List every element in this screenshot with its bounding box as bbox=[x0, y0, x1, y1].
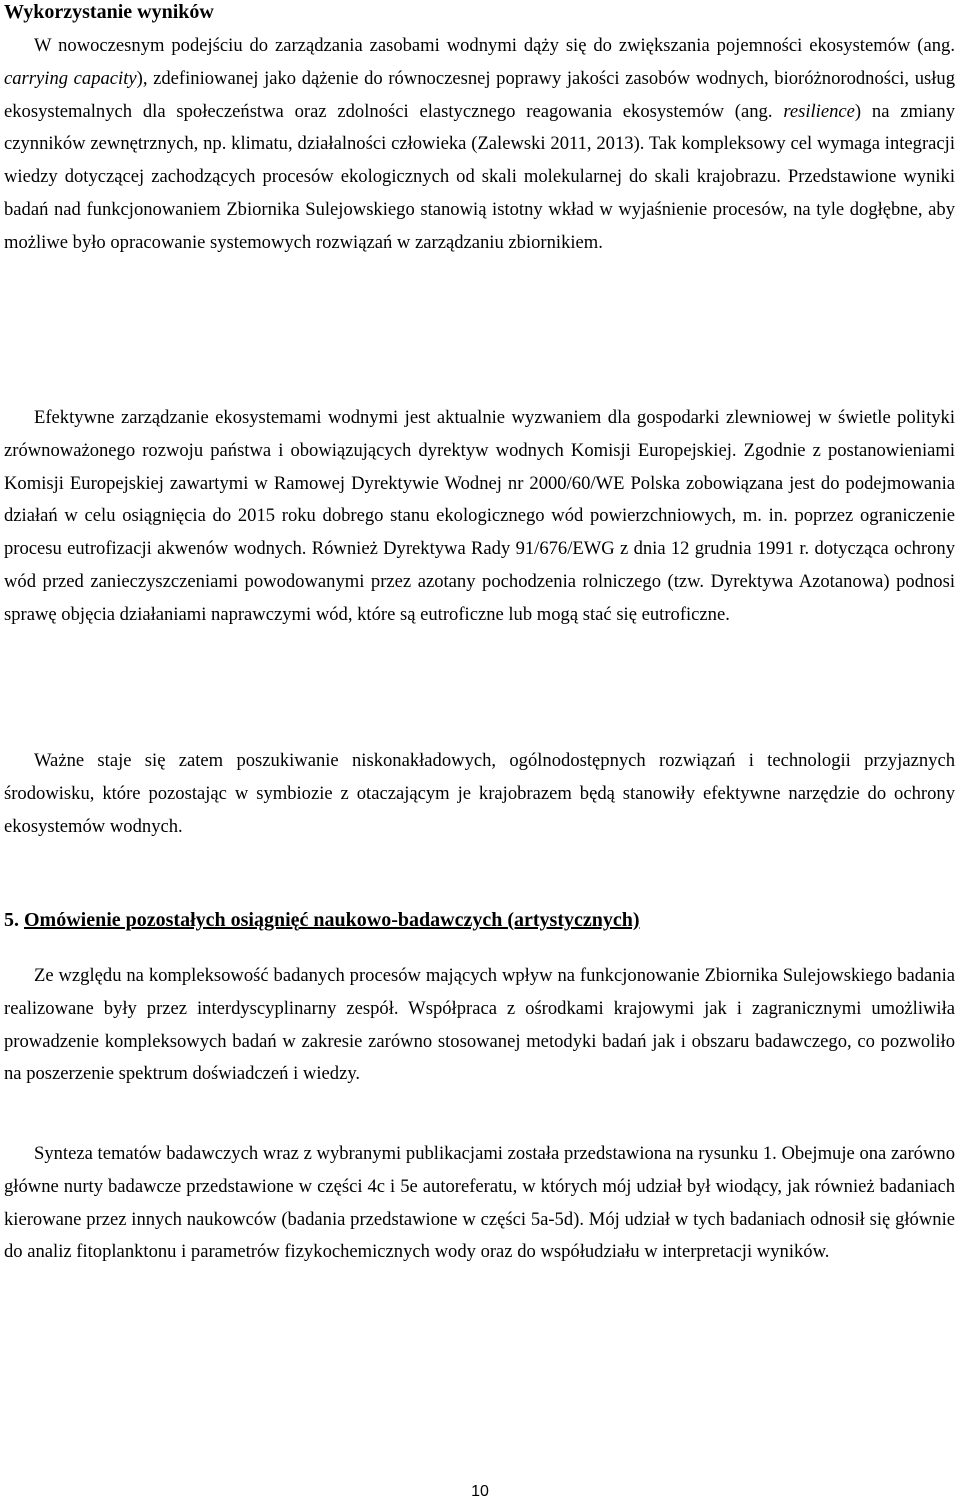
text-segment: ) na zmiany czynników zewnętrznych, np. klimatu, działalności człowieka (Zalewski 2011, 2013). Tak kompleksowy cel wymaga integracji wiedzy dotyczącej zachodzących procesów ekologicznych od skali molekularnej do skali krajobrazu. Przedstawione wyniki badań nad funkcjonowaniem Zbiornika Sulejowskiego stanowią istotny wkład w wyjaśnienie procesów, na tyle dogłębne, aby możliwe było opracowanie systemowych rozwiązań w zarządzaniu zbiornikiem. bbox=[4, 100, 955, 253]
paragraph-text: Ze względu na kompleksowość badanych procesów mających wpływ na funkcjonowanie Zbiornika Sulejowskiego badania realizowane były przez interdyscyplinarny zespół. Współpraca z ośrodkami krajowymi jak i zagranicznymi umożliwiła prowadzenie kompleksowych badań w zakresie zarówno stosowanej metodyki badań jak i obszaru badawczego, co pozwoliło na poszerzenie spektrum doświadczeń i wiedzy. bbox=[4, 965, 955, 1085]
paragraph-1 bbox=[4, 30, 955, 260]
paragraph-5 bbox=[4, 1138, 955, 1269]
text-segment: W nowoczesnym podejściu do zarządzania zasobami wodnymi dąży się do zwiększania pojemności ekosystemów (ang. bbox=[34, 35, 955, 56]
paragraph-text: Efektywne zarządzanie ekosystemami wodnymi jest aktualnie wyzwaniem dla gospodarki zlewniowej w świetle polityki zrównoważonego rozwoju państwa i obowiązujących dyrektyw wodnych Komisji Europejskiej. Zgodnie z postanowieniami Komisji Europejskiej zawartymi w Ramowej Dyrektywie Wodnej nr 2000/60/WE Polska zobowiązana jest do podejmowania działań w celu osiągnięcia do 2015 roku dobrego stanu ekologicznego wód powierzchniowych, m. in. poprzez ograniczenie procesu eutrofizacji akwenów wodnych. Również Dyrektywa Rady 91/676/EWG z dnia 12 grudnia 1991 r. dotycząca ochrony wód przed zanieczyszczeniami powodowanymi przez azotany pochodzenia rolniczego (tzw. Dyrektywa Azotanowa) podnosi sprawę objęcia działaniami naprawczymi wód, które są eutroficzne lub mogą stać się eutroficzne. bbox=[4, 407, 955, 625]
paragraph-text bbox=[4, 30, 955, 260]
italic-term: resilience bbox=[783, 100, 855, 122]
paragraph-2 bbox=[4, 402, 955, 632]
paragraph-text: Synteza tematów badawczych wraz z wybranymi publikacjami została przedstawiona na rysunku 1. Obejmuje ona zarówno główne nurty badawcze przedstawione w części 4c i 5e autoreferatu, w których mój udział był wiodący, jak również badaniach kierowane przez innych naukowców (badania przedstawione w części 5a-5d). Mój udział w tych badaniach odnosił się głównie do analiz fitoplanktonu i parametrów fizykochemicznych wody oraz do współudziału w interpretacji wyników. bbox=[4, 1143, 955, 1263]
italic-term: carrying capacity bbox=[4, 67, 137, 89]
section-number: 5. bbox=[4, 909, 19, 931]
page-number: 10 bbox=[471, 1483, 489, 1500]
paragraph-text: Ważne staje się zatem poszukiwanie niskonakładowych, ogólnodostępnych rozwiązań i technologii przyjaznych środowisku, które pozostając w symbiozie z otaczającym je krajobrazem będą stanowiły efektywne narzędzie do ochrony ekosystemów wodnych. bbox=[4, 750, 955, 837]
paragraph-4 bbox=[4, 960, 955, 1091]
text-segment: ), zdefiniowanej jako dążenie do równoczesnej poprawy jakości zasobów wodnych, bioróżnorodności, usług ekosystemalnych dla społeczeństwa oraz zdolności elastycznego reagowania ekosystemów (ang. bbox=[4, 67, 955, 122]
section-heading bbox=[4, 904, 640, 936]
page-heading: Wykorzystanie wyników bbox=[4, 1, 214, 23]
section-title: Omówienie pozostałych osiągnięć naukowo-badawczych (artystycznych) bbox=[24, 909, 640, 931]
paragraph-3 bbox=[4, 745, 955, 843]
